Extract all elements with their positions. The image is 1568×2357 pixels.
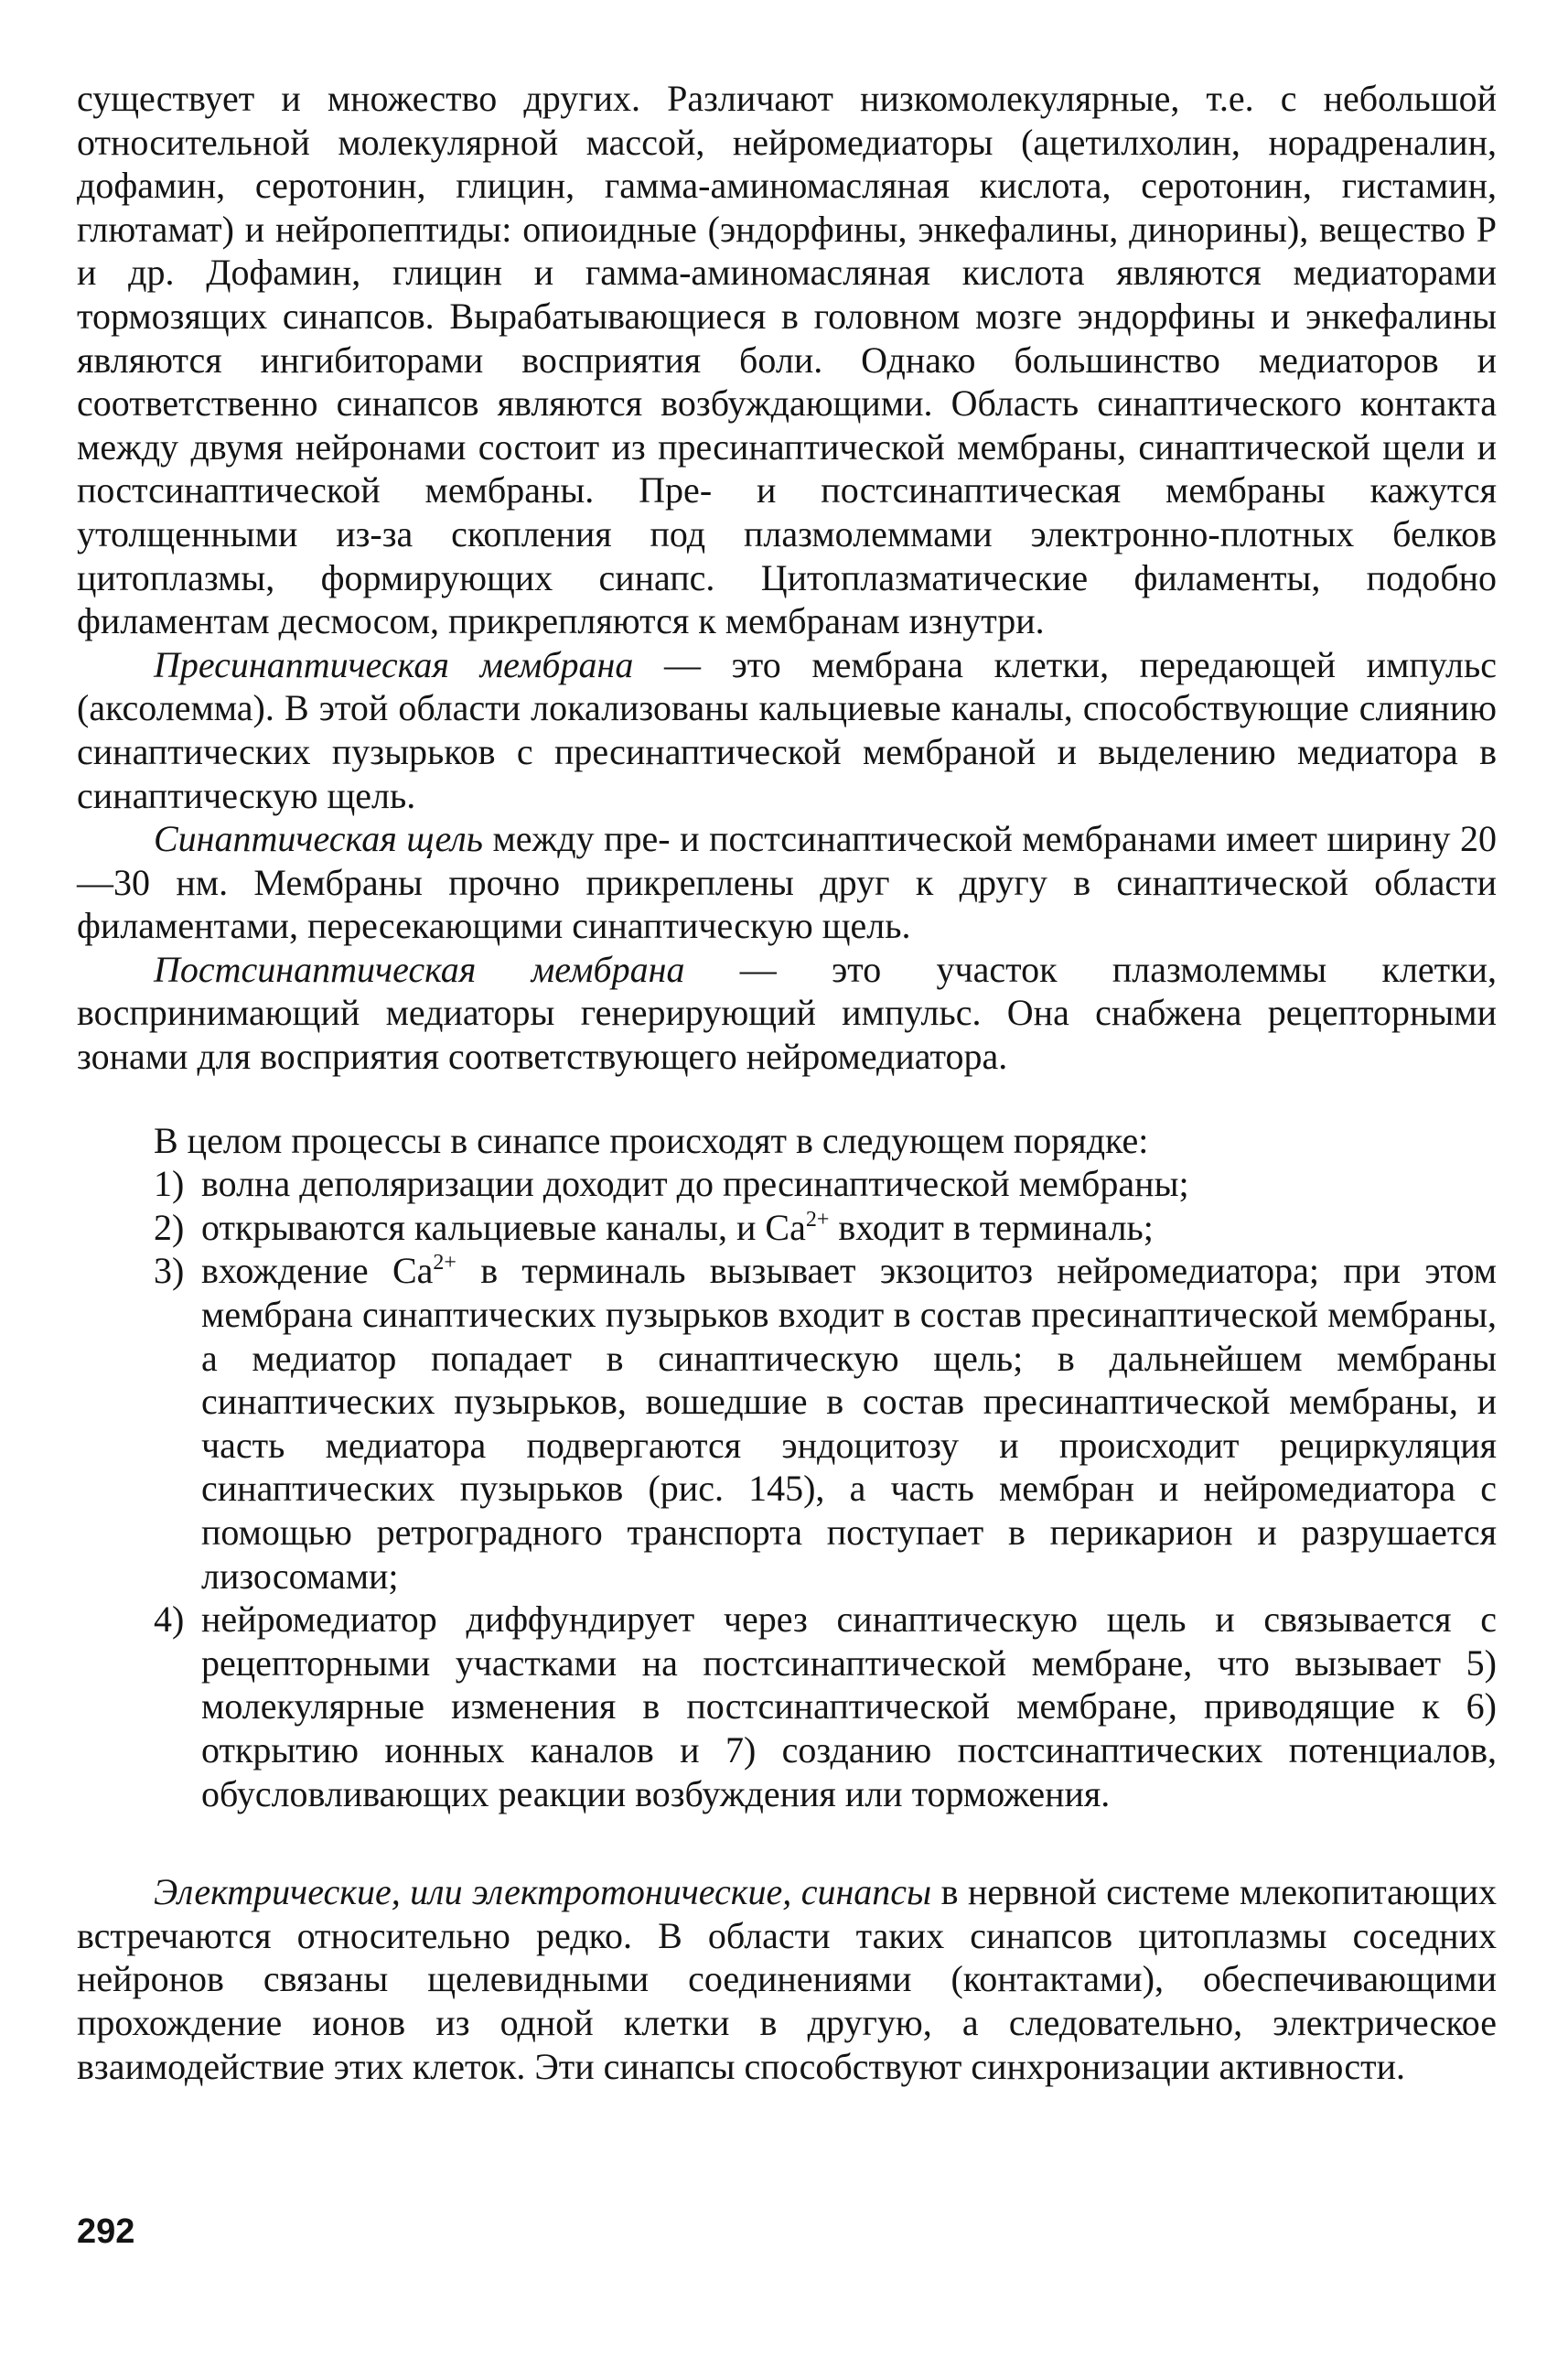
- list-item: [154, 1206, 1497, 1250]
- list-item-text: нейромедиатор диффундирует через синаптическую щель и связывается с рецепторными участками на постсинаптической мембране, что вызывает 5) молекулярные изменения в постсинаптической мембране, приводящие к 6) открытию ионных каналов и 7) созданию постсинаптических потенциалов, обусловливающих реакции возбуждения или торможения.: [201, 1598, 1497, 1814]
- term-electric-synapses: Электрические, или электротонические, синапсы: [154, 1871, 932, 1913]
- list-item-number: 3): [154, 1250, 185, 1292]
- list-item: [154, 1598, 1497, 1815]
- text-synaptic-cleft: между пре- и постсинаптической мембранами имеет ширину 20—30 нм. Мембраны прочно прикреплены друг к другу в синаптической области филаментами, пересекающими синаптическую щель.: [77, 818, 1498, 947]
- list-item-text-part: входит в терминаль;: [829, 1206, 1154, 1248]
- list-item: [154, 1249, 1497, 1598]
- list-item-text: волна деполяризации доходит до пресинаптической мембраны;: [201, 1163, 1189, 1205]
- list-item-text: [201, 1249, 1497, 1598]
- paragraph-neurotransmitters: существует и множество других. Различают низкомолекулярные, т.е. с небольшой относительной молекулярной массой, нейромедиаторы (ацетилхолин, норадреналин, дофамин, серотонин, глицин, гамма-аминомасляная кислота, серотонин, гистамин, глютамат) и нейропептиды: опиоидные (эндорфины, энкефалины, динорины), вещество Р и др. Дофамин, глицин и гамма-аминомасляная кислота являются медиаторами тормозящих синапсов. Вырабатывающиеся в головном мозге эндорфины и энкефалины являются ингибиторами восприятия боли. Однако большинство медиаторов и соответственно синапсов являются возбуждающими. Область синаптического контакта между двумя нейронами состоит из пресинаптической мембраны, синаптической щели и постсинаптической мембраны. Пре- и постсинаптическая мембраны кажутся утолщенными из-за скопления под плазмолеммами электронно-плотных белков цитоплазмы, формирующих синапс. Цитоплазматические филаменты, подобно филаментам десмосом, прикрепляются к мембранам изнутри.: [77, 78, 1497, 642]
- list-item-text-part: вхождение Ca: [201, 1250, 434, 1292]
- page-body: [77, 77, 1497, 2088]
- list-item: [154, 1162, 1497, 1206]
- text-postsynaptic-membrane: — это участок плазмолеммы клетки, воспринимающий медиаторы генерирующий импульс. Она снабжена рецепторными зонами для восприятия соответствующего нейромедиатора.: [77, 948, 1497, 1078]
- text-presynaptic-membrane: — это мембрана клетки, передающей импульс (аксолемма). В этой области локализованы кальциевые каналы, способствующие слиянию синаптических пузырьков с пресинаптической мембраной и выделению медиатора в синаптическую щель.: [77, 643, 1497, 816]
- list-item-number: 2): [154, 1206, 185, 1248]
- page-number: 292: [77, 2212, 135, 2251]
- superscript: 2+: [433, 1251, 456, 1275]
- list-item-number: 1): [154, 1163, 185, 1205]
- list-item-text-part: в терминаль вызывает экзоцитоз нейромедиатора; при этом мембрана синаптических пузырьков входит в состав пресинаптической мембраны, а медиатор попадает в синаптическую щель; в дальнейшем мембраны синаптических пузырьков, вошедшие в состав пресинаптической мембраны, и часть медиатора подвергаются эндоцитозу и происходит рециркуляция синаптических пузырьков (рис. 145), а часть мембран и нейромедиатора с помощью ретроградного транспорта поступает в перикарион и разрушается лизосомами;: [201, 1250, 1498, 1597]
- spacer: [77, 1079, 1497, 1119]
- term-synaptic-cleft: Синаптическая щель: [154, 818, 483, 860]
- paragraph-synaptic-cleft: [77, 817, 1497, 948]
- spacer: [77, 1815, 1497, 1870]
- term-presynaptic-membrane: Пресинаптическая мембрана: [154, 643, 634, 685]
- process-list: [154, 1162, 1497, 1815]
- paragraph-presynaptic-membrane: [77, 643, 1497, 817]
- list-item-text-part: открываются кальциевые каналы, и Ca: [201, 1206, 806, 1248]
- term-postsynaptic-membrane: Постсинаптическая мембрана: [154, 948, 685, 990]
- list-item-text: [201, 1206, 1497, 1250]
- process-list-intro: В целом процессы в синапсе происходят в следующем порядке:: [154, 1119, 1149, 1161]
- list-item-number: 4): [154, 1598, 185, 1641]
- paragraph-postsynaptic-membrane: [77, 948, 1497, 1079]
- superscript: 2+: [805, 1207, 830, 1232]
- text-electric-synapses: в нервной системе млекопитающих встречаются относительно редко. В области таких синапсов цитоплазмы соседних нейронов связаны щелевидными соединениями (контактами), обеспечивающими прохождение ионов из одной клетки в другую, а следовательно, электрическое взаимодействие этих клеток. Эти синапсы способствуют синхронизации активности.: [77, 1871, 1498, 2087]
- paragraph-electric-synapses: [77, 1870, 1497, 2088]
